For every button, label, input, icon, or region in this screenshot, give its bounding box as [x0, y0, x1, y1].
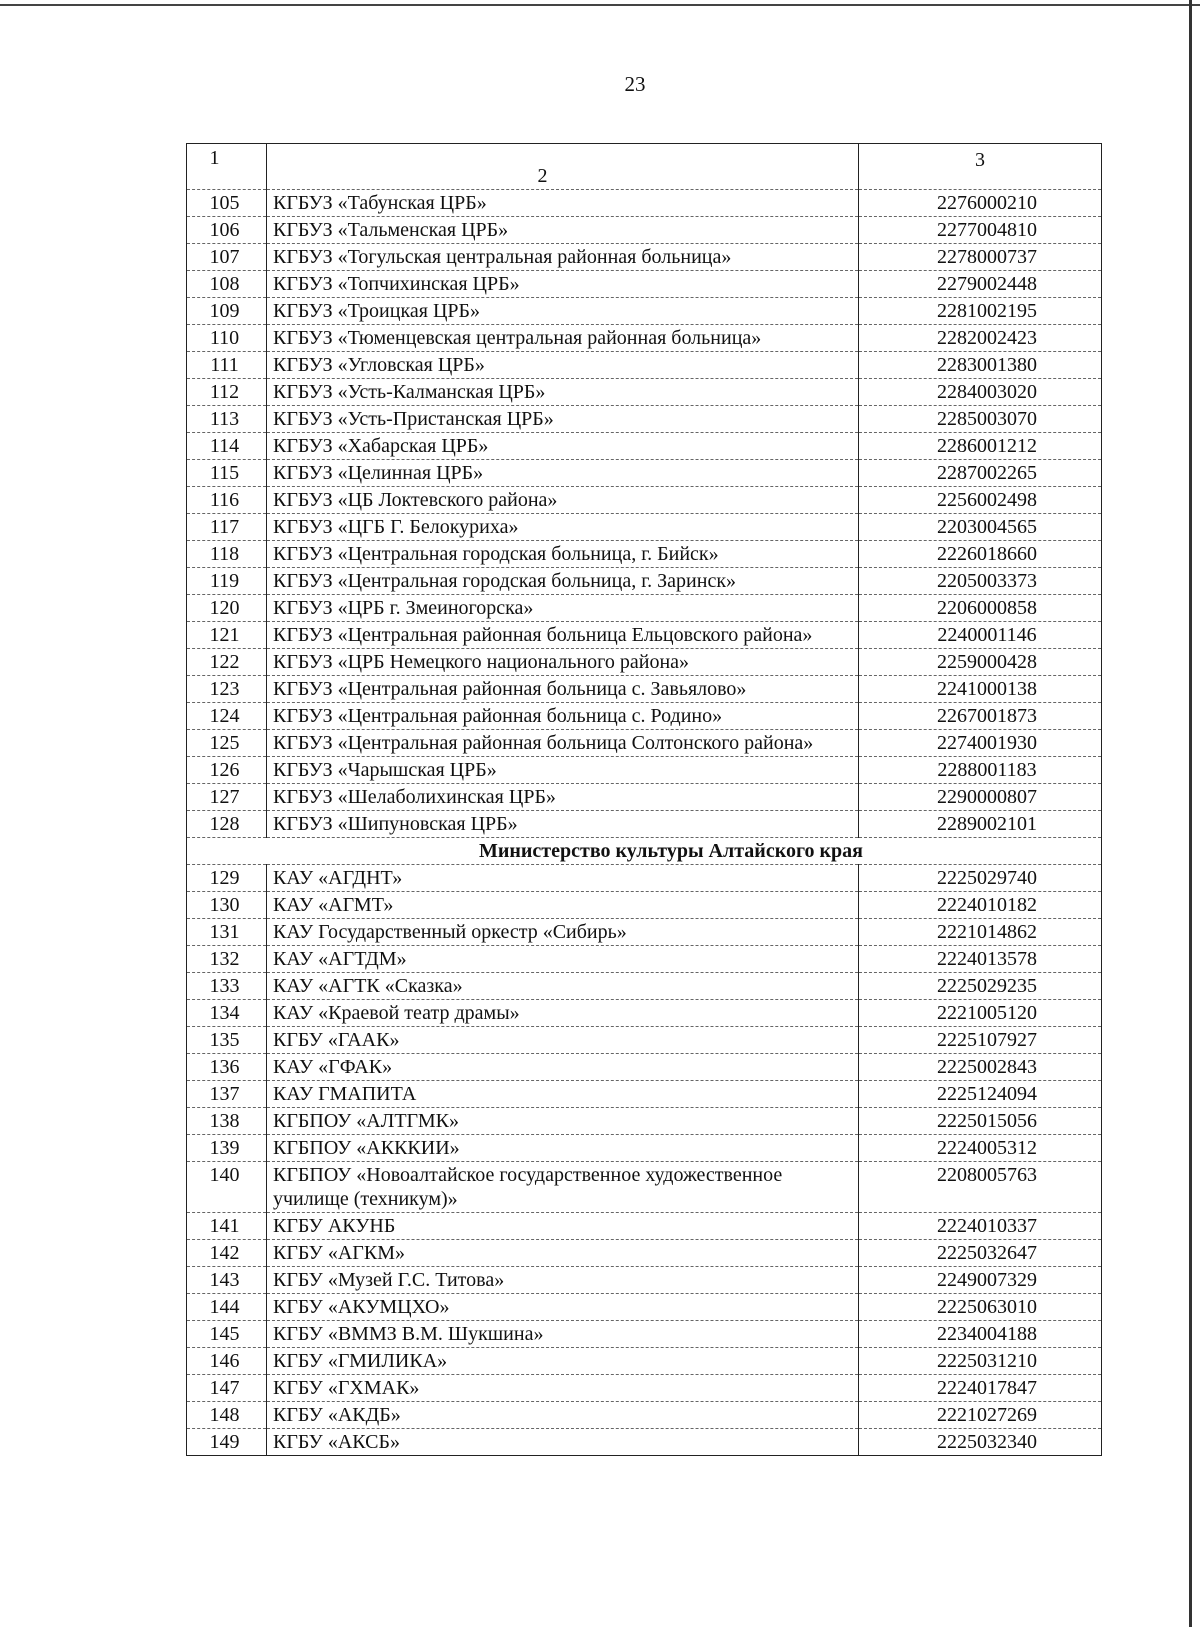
organization-name: КГБУЗ «Тогульская центральная районная больница»	[267, 244, 859, 271]
inn-code: 2282002423	[859, 325, 1102, 352]
organization-name: КАУ «ГФАК»	[267, 1054, 859, 1081]
inn-code: 2289002101	[859, 811, 1102, 838]
inn-code: 2203004565	[859, 514, 1102, 541]
inn-code: 2225032647	[859, 1240, 1102, 1267]
inn-code: 2224013578	[859, 946, 1102, 973]
row-number: 138	[187, 1108, 267, 1135]
inn-code: 2267001873	[859, 703, 1102, 730]
inn-code: 2281002195	[859, 298, 1102, 325]
inn-code: 2259000428	[859, 649, 1102, 676]
table-row	[187, 946, 1102, 973]
row-number: 130	[187, 892, 267, 919]
table-header-row	[187, 144, 1102, 190]
header-col-2: 2	[267, 144, 859, 190]
organization-name: КГБУЗ «Шелаболихинская ЦРБ»	[267, 784, 859, 811]
table-row	[187, 568, 1102, 595]
inn-code: 2224005312	[859, 1135, 1102, 1162]
organization-name: КГБУЗ «Центральная районная больница Солтонского района»	[267, 730, 859, 757]
table-row	[187, 460, 1102, 487]
inn-code: 2290000807	[859, 784, 1102, 811]
organization-name: КАУ «АГДНТ»	[267, 865, 859, 892]
row-number: 122	[187, 649, 267, 676]
organization-name: КГБУ «ГААК»	[267, 1027, 859, 1054]
scan-edge-right	[1189, 0, 1192, 1627]
row-number: 139	[187, 1135, 267, 1162]
organization-name: КГБУЗ «Усть-Пристанская ЦРБ»	[267, 406, 859, 433]
table-row	[187, 892, 1102, 919]
organization-name: КАУ «Краевой театр драмы»	[267, 1000, 859, 1027]
inn-code: 2283001380	[859, 352, 1102, 379]
table-row	[187, 244, 1102, 271]
table-row	[187, 379, 1102, 406]
table-row	[187, 487, 1102, 514]
table-row	[187, 271, 1102, 298]
row-number: 119	[187, 568, 267, 595]
row-number: 117	[187, 514, 267, 541]
inn-code: 2225029235	[859, 973, 1102, 1000]
table-row	[187, 433, 1102, 460]
organization-name: КГБУ «АКСБ»	[267, 1429, 859, 1456]
inn-code: 2225107927	[859, 1027, 1102, 1054]
inn-code: 2225063010	[859, 1294, 1102, 1321]
table-row	[187, 757, 1102, 784]
row-number: 121	[187, 622, 267, 649]
row-number: 145	[187, 1321, 267, 1348]
organization-name: КГБУЗ «Угловская ЦРБ»	[267, 352, 859, 379]
table-row	[187, 1375, 1102, 1402]
inn-code: 2285003070	[859, 406, 1102, 433]
row-number: 135	[187, 1027, 267, 1054]
organization-name: КАУ «АГМТ»	[267, 892, 859, 919]
organization-name: КГБУЗ «Центральная районная больница с. Родино»	[267, 703, 859, 730]
row-number: 131	[187, 919, 267, 946]
row-number: 124	[187, 703, 267, 730]
table-row	[187, 919, 1102, 946]
inn-code: 2221014862	[859, 919, 1102, 946]
organization-name: КГБУЗ «Троицкая ЦРБ»	[267, 298, 859, 325]
table-row	[187, 865, 1102, 892]
organization-name: КГБУЗ «Усть-Калманская ЦРБ»	[267, 379, 859, 406]
inn-code: 2234004188	[859, 1321, 1102, 1348]
organization-name: КГБУЗ «Центральная городская больница, г. Заринск»	[267, 568, 859, 595]
table-row	[187, 325, 1102, 352]
table-row	[187, 1267, 1102, 1294]
row-number: 142	[187, 1240, 267, 1267]
row-number: 147	[187, 1375, 267, 1402]
table-row	[187, 1054, 1102, 1081]
inn-code: 2284003020	[859, 379, 1102, 406]
row-number: 148	[187, 1402, 267, 1429]
inn-code: 2240001146	[859, 622, 1102, 649]
inn-code: 2221005120	[859, 1000, 1102, 1027]
row-number: 108	[187, 271, 267, 298]
table-row	[187, 1108, 1102, 1135]
row-number: 107	[187, 244, 267, 271]
table-row	[187, 703, 1102, 730]
organization-name: КГБУЗ «Тальменская ЦРБ»	[267, 217, 859, 244]
row-number: 113	[187, 406, 267, 433]
inn-code: 2205003373	[859, 568, 1102, 595]
row-number: 110	[187, 325, 267, 352]
organization-name: КГБУ «ГХМАК»	[267, 1375, 859, 1402]
organization-name: КГБУ «ВММЗ В.М. Шукшина»	[267, 1321, 859, 1348]
row-number: 116	[187, 487, 267, 514]
row-number: 109	[187, 298, 267, 325]
table-row	[187, 298, 1102, 325]
table-row	[187, 1294, 1102, 1321]
inn-code: 2225029740	[859, 865, 1102, 892]
organization-name: КГБУЗ «Целинная ЦРБ»	[267, 460, 859, 487]
inn-code: 2225031210	[859, 1348, 1102, 1375]
page-number: 23	[624, 72, 646, 96]
row-number: 136	[187, 1054, 267, 1081]
organization-name: КГБПОУ «АКККИИ»	[267, 1135, 859, 1162]
inn-code: 2221027269	[859, 1402, 1102, 1429]
inn-code: 2277004810	[859, 217, 1102, 244]
organization-name: КГБУЗ «Центральная районная больница Ельцовского района»	[267, 622, 859, 649]
table-row	[187, 1162, 1102, 1213]
organization-name: КГБУЗ «ЦРБ г. Змеиногорска»	[267, 595, 859, 622]
scan-edge-top	[0, 0, 1200, 6]
organization-name: КАУ ГМАПИТА	[267, 1081, 859, 1108]
table-row	[187, 1240, 1102, 1267]
organization-name: КГБУЗ «ЦБ Локтевского района»	[267, 487, 859, 514]
row-number: 112	[187, 379, 267, 406]
table-row	[187, 1429, 1102, 1456]
table-row	[187, 541, 1102, 568]
inn-code: 2225032340	[859, 1429, 1102, 1456]
row-number: 140	[187, 1162, 267, 1213]
inn-code: 2226018660	[859, 541, 1102, 568]
table-row	[187, 352, 1102, 379]
organization-name: КГБПОУ «АЛТГМК»	[267, 1108, 859, 1135]
table-row	[187, 622, 1102, 649]
row-number: 114	[187, 433, 267, 460]
organization-name: КГБУЗ «ЦГБ Г. Белокуриха»	[267, 514, 859, 541]
table-row	[187, 973, 1102, 1000]
row-number: 149	[187, 1429, 267, 1456]
organizations-table	[186, 143, 1102, 1456]
organization-name: КГБУЗ «Шипуновская ЦРБ»	[267, 811, 859, 838]
inn-code: 2249007329	[859, 1267, 1102, 1294]
table-row	[187, 217, 1102, 244]
table-row	[187, 1081, 1102, 1108]
table-row	[187, 190, 1102, 217]
row-number: 105	[187, 190, 267, 217]
organization-name: КГБУЗ «Центральная городская больница, г. Бийск»	[267, 541, 859, 568]
organization-name: КГБУ «АКДБ»	[267, 1402, 859, 1429]
row-number: 143	[187, 1267, 267, 1294]
inn-code: 2208005763	[859, 1162, 1102, 1213]
row-number: 126	[187, 757, 267, 784]
organization-name: КГБУ «АГКМ»	[267, 1240, 859, 1267]
inn-code: 2224010337	[859, 1213, 1102, 1240]
organization-name: КГБУЗ «Тюменцевская центральная районная больница»	[267, 325, 859, 352]
inn-code: 2225015056	[859, 1108, 1102, 1135]
table-row	[187, 595, 1102, 622]
row-number: 134	[187, 1000, 267, 1027]
organization-name: КГБУЗ «Табунская ЦРБ»	[267, 190, 859, 217]
table-row	[187, 676, 1102, 703]
table-row	[187, 1321, 1102, 1348]
organization-name: КГБУЗ «Чарышская ЦРБ»	[267, 757, 859, 784]
row-number: 127	[187, 784, 267, 811]
table-row	[187, 1135, 1102, 1162]
inn-code: 2206000858	[859, 595, 1102, 622]
table-row	[187, 649, 1102, 676]
inn-code: 2278000737	[859, 244, 1102, 271]
row-number: 125	[187, 730, 267, 757]
organization-name: КГБУ АКУНБ	[267, 1213, 859, 1240]
organization-name: КАУ Государственный оркестр «Сибирь»	[267, 919, 859, 946]
inn-code: 2288001183	[859, 757, 1102, 784]
header-col-1: 1	[187, 144, 267, 190]
row-number: 146	[187, 1348, 267, 1375]
row-number: 128	[187, 811, 267, 838]
organization-name: КГБУ «АКУМЦХО»	[267, 1294, 859, 1321]
row-number: 106	[187, 217, 267, 244]
row-number: 129	[187, 865, 267, 892]
inn-code: 2224017847	[859, 1375, 1102, 1402]
header-col-3: 3	[859, 144, 1102, 190]
organization-name: КГБУЗ «Хабарская ЦРБ»	[267, 433, 859, 460]
table-row	[187, 1000, 1102, 1027]
inn-code: 2225124094	[859, 1081, 1102, 1108]
inn-code: 2241000138	[859, 676, 1102, 703]
organization-name: КГБУЗ «ЦРБ Немецкого национального района»	[267, 649, 859, 676]
organization-name: КГБПОУ «Новоалтайское государственное художественное училище (техникум)»	[267, 1162, 859, 1213]
organization-name: КАУ «АГТДМ»	[267, 946, 859, 973]
row-number: 120	[187, 595, 267, 622]
section-row	[187, 838, 1102, 865]
table-row	[187, 1348, 1102, 1375]
inn-code: 2225002843	[859, 1054, 1102, 1081]
organization-name: КГБУЗ «Топчихинская ЦРБ»	[267, 271, 859, 298]
inn-code: 2276000210	[859, 190, 1102, 217]
row-number: 118	[187, 541, 267, 568]
table-row	[187, 784, 1102, 811]
inn-code: 2279002448	[859, 271, 1102, 298]
row-number: 133	[187, 973, 267, 1000]
row-number: 132	[187, 946, 267, 973]
table-row	[187, 514, 1102, 541]
organization-name: КАУ «АГТК «Сказка»	[267, 973, 859, 1000]
row-number: 137	[187, 1081, 267, 1108]
row-number: 115	[187, 460, 267, 487]
organization-name: КГБУЗ «Центральная районная больница с. Завьялово»	[267, 676, 859, 703]
table-row	[187, 406, 1102, 433]
row-number: 123	[187, 676, 267, 703]
table-row	[187, 1402, 1102, 1429]
inn-code: 2287002265	[859, 460, 1102, 487]
row-number: 144	[187, 1294, 267, 1321]
row-number: 141	[187, 1213, 267, 1240]
inn-code: 2256002498	[859, 487, 1102, 514]
table-row	[187, 1213, 1102, 1240]
organization-name: КГБУ «Музей Г.С. Титова»	[267, 1267, 859, 1294]
section-title: Министерство культуры Алтайского края	[187, 838, 1102, 865]
row-number: 111	[187, 352, 267, 379]
table-row	[187, 811, 1102, 838]
table-row	[187, 1027, 1102, 1054]
organization-name: КГБУ «ГМИЛИКА»	[267, 1348, 859, 1375]
inn-code: 2224010182	[859, 892, 1102, 919]
inn-code: 2286001212	[859, 433, 1102, 460]
inn-code: 2274001930	[859, 730, 1102, 757]
table-row	[187, 730, 1102, 757]
